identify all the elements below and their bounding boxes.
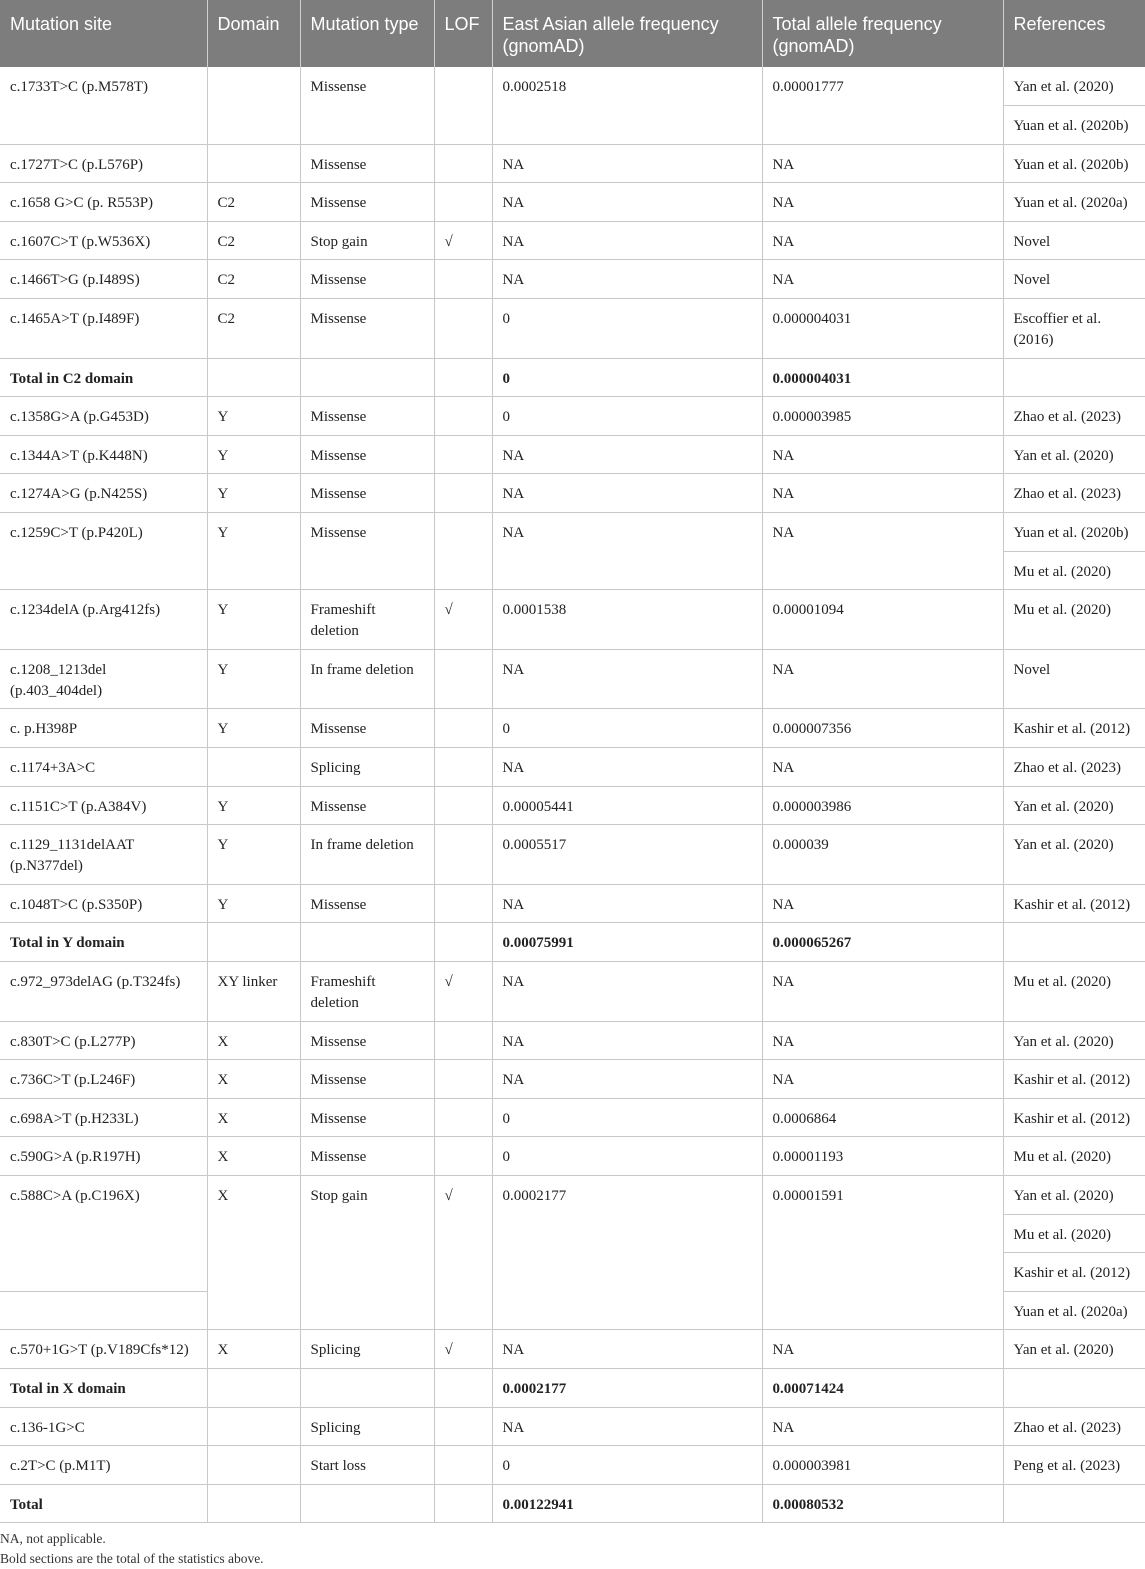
cell-domain: Y	[207, 513, 300, 590]
table-row	[0, 474, 1145, 513]
cell-east-asian-af: NA	[492, 221, 762, 260]
cell-reference	[1003, 923, 1145, 962]
cell-east-asian-af: 0.00005441	[492, 786, 762, 825]
cell-lof	[434, 144, 492, 183]
cell-lof	[434, 1021, 492, 1060]
cell-lof	[434, 1407, 492, 1446]
cell-mutation-type: Missense	[300, 709, 434, 748]
cell-reference: Yuan et al. (2020b)	[1003, 144, 1145, 183]
cell-mutation-site: c.1129_1131delAAT (p.N377del)	[0, 825, 207, 885]
cell-domain: C2	[207, 221, 300, 260]
table-row	[0, 590, 1145, 650]
cell-east-asian-af: NA	[492, 513, 762, 590]
cell-mutation-type: Missense	[300, 1098, 434, 1137]
cell-mutation-site: c.1151C>T (p.A384V)	[0, 786, 207, 825]
cell-east-asian-af: 0	[492, 1098, 762, 1137]
footnote-bold: Bold sections are the total of the statistics above.	[0, 1551, 264, 1567]
cell-reference: Novel	[1003, 221, 1145, 260]
footnotes	[0, 1523, 1145, 1569]
cell-mutation-site: c.1466T>G (p.I489S)	[0, 260, 207, 299]
cell-lof	[434, 299, 492, 359]
cell-domain: Y	[207, 884, 300, 923]
cell-mutation-site: Total in C2 domain	[0, 358, 207, 397]
cell-reference: Zhao et al. (2023)	[1003, 397, 1145, 436]
cell-total-af: 0.000007356	[762, 709, 1003, 748]
cell-domain: C2	[207, 299, 300, 359]
cell-total-af: 0.000003985	[762, 397, 1003, 436]
cell-mutation-type: Missense	[300, 474, 434, 513]
cell-mutation-site: c.830T>C (p.L277P)	[0, 1021, 207, 1060]
cell-total-af: NA	[762, 961, 1003, 1021]
cell-total-af: NA	[762, 1060, 1003, 1099]
cell-mutation-site: c.570+1G>T (p.V189Cfs*12)	[0, 1330, 207, 1369]
cell-east-asian-af: 0.0002518	[492, 67, 762, 144]
cell-reference: Yan et al. (2020)	[1003, 1021, 1145, 1060]
cell-lof	[434, 825, 492, 885]
cell-domain: Y	[207, 474, 300, 513]
cell-lof	[434, 786, 492, 825]
cell-mutation-type	[300, 1484, 434, 1523]
total-row	[0, 358, 1145, 397]
cell-reference: Yuan et al. (2020b)	[1003, 106, 1145, 145]
cell-mutation-site: c.1607C>T (p.W536X)	[0, 221, 207, 260]
table-row	[0, 144, 1145, 183]
cell-mutation-type: Missense	[300, 884, 434, 923]
cell-mutation-type: Splicing	[300, 1330, 434, 1369]
cell-lof: √	[434, 590, 492, 650]
cell-reference: Kashir et al. (2012)	[1003, 1060, 1145, 1099]
cell-mutation-site: c.698A>T (p.H233L)	[0, 1098, 207, 1137]
cell-reference: Yuan et al. (2020a)	[1003, 183, 1145, 222]
cell-domain: X	[207, 1021, 300, 1060]
cell-mutation-type: Splicing	[300, 1407, 434, 1446]
cell-mutation-site: c.972_973delAG (p.T324fs)	[0, 961, 207, 1021]
cell-mutation-type: Missense	[300, 260, 434, 299]
table-row	[0, 1021, 1145, 1060]
cell-mutation-type: Missense	[300, 397, 434, 436]
cell-domain: Y	[207, 825, 300, 885]
cell-domain: Y	[207, 435, 300, 474]
table-row	[0, 884, 1145, 923]
cell-mutation-type: Stop gain	[300, 1175, 434, 1329]
cell-reference: Yan et al. (2020)	[1003, 67, 1145, 106]
cell-domain	[207, 1407, 300, 1446]
cell-reference: Zhao et al. (2023)	[1003, 1407, 1145, 1446]
cell-east-asian-af: NA	[492, 260, 762, 299]
cell-lof	[434, 397, 492, 436]
cell-east-asian-af: NA	[492, 884, 762, 923]
cell-mutation-site: c.136-1G>C	[0, 1407, 207, 1446]
cell-east-asian-af: 0	[492, 709, 762, 748]
cell-mutation-type: Splicing	[300, 748, 434, 787]
cell-total-af: NA	[762, 1330, 1003, 1369]
total-row	[0, 923, 1145, 962]
cell-east-asian-af: NA	[492, 748, 762, 787]
cell-reference: Yan et al. (2020)	[1003, 435, 1145, 474]
cell-reference: Mu et al. (2020)	[1003, 961, 1145, 1021]
cell-mutation-type: Frameshift deletion	[300, 590, 434, 650]
cell-mutation-site: c.1658 G>C (p. R553P)	[0, 183, 207, 222]
footnote-na: NA, not applicable.	[0, 1531, 106, 1547]
cell-east-asian-af: NA	[492, 144, 762, 183]
cell-mutation-type: Stop gain	[300, 221, 434, 260]
cell-lof	[434, 67, 492, 144]
header-mutation-type: Mutation type	[300, 0, 434, 67]
cell-reference: Mu et al. (2020)	[1003, 1137, 1145, 1176]
cell-total-af: 0.0006864	[762, 1098, 1003, 1137]
table-row	[0, 649, 1145, 709]
table-row	[0, 183, 1145, 222]
cell-east-asian-af: NA	[492, 1060, 762, 1099]
cell-reference: Zhao et al. (2023)	[1003, 474, 1145, 513]
total-row	[0, 1368, 1145, 1407]
cell-mutation-type: Missense	[300, 513, 434, 590]
cell-mutation-site: c.1274A>G (p.N425S)	[0, 474, 207, 513]
cell-domain: Y	[207, 397, 300, 436]
cell-mutation-site: c.1048T>C (p.S350P)	[0, 884, 207, 923]
cell-total-af: NA	[762, 183, 1003, 222]
cell-east-asian-af: NA	[492, 183, 762, 222]
cell-domain: Y	[207, 709, 300, 748]
cell-total-af: 0.00080532	[762, 1484, 1003, 1523]
cell-mutation-type: Start loss	[300, 1446, 434, 1485]
cell-mutation-type: Missense	[300, 67, 434, 144]
cell-mutation-type: In frame deletion	[300, 649, 434, 709]
cell-east-asian-af: 0.0002177	[492, 1175, 762, 1329]
cell-total-af: NA	[762, 748, 1003, 787]
cell-domain	[207, 923, 300, 962]
table-row	[0, 709, 1145, 748]
table-row	[0, 299, 1145, 359]
cell-total-af: NA	[762, 1407, 1003, 1446]
cell-lof: √	[434, 961, 492, 1021]
cell-domain: X	[207, 1330, 300, 1369]
cell-east-asian-af: 0	[492, 1137, 762, 1176]
cell-east-asian-af: 0	[492, 397, 762, 436]
cell-mutation-type: Missense	[300, 1137, 434, 1176]
cell-domain	[207, 358, 300, 397]
cell-reference: Yan et al. (2020)	[1003, 825, 1145, 885]
cell-domain: Y	[207, 649, 300, 709]
cell-lof	[434, 1098, 492, 1137]
cell-domain: X	[207, 1060, 300, 1099]
cell-east-asian-af: NA	[492, 1021, 762, 1060]
cell-total-af: NA	[762, 884, 1003, 923]
header-references: References	[1003, 0, 1145, 67]
cell-lof	[434, 474, 492, 513]
cell-mutation-type	[300, 358, 434, 397]
cell-total-af: NA	[762, 513, 1003, 590]
table-row	[0, 825, 1145, 885]
cell-reference: Mu et al. (2020)	[1003, 551, 1145, 590]
cell-lof	[434, 183, 492, 222]
cell-reference: Kashir et al. (2012)	[1003, 884, 1145, 923]
table-row	[0, 1446, 1145, 1485]
cell-lof	[434, 1484, 492, 1523]
table-row	[0, 260, 1145, 299]
cell-lof	[434, 1446, 492, 1485]
cell-mutation-type: Missense	[300, 1021, 434, 1060]
cell-domain: Y	[207, 590, 300, 650]
cell-mutation-site: c. p.H398P	[0, 709, 207, 748]
cell-reference: Novel	[1003, 260, 1145, 299]
cell-lof	[434, 358, 492, 397]
table-row	[0, 1137, 1145, 1176]
cell-total-af: NA	[762, 474, 1003, 513]
cell-east-asian-af: 0.0001538	[492, 590, 762, 650]
cell-reference	[1003, 358, 1145, 397]
cell-east-asian-af: 0	[492, 299, 762, 359]
header-lof: LOF	[434, 0, 492, 67]
cell-reference: Escoffier et al. (2016)	[1003, 299, 1145, 359]
table-row	[0, 786, 1145, 825]
cell-mutation-site	[0, 1291, 207, 1330]
cell-mutation-site: c.590G>A (p.R197H)	[0, 1137, 207, 1176]
cell-total-af: NA	[762, 649, 1003, 709]
cell-mutation-site: c.736C>T (p.L246F)	[0, 1060, 207, 1099]
cell-reference: Yuan et al. (2020a)	[1003, 1291, 1145, 1330]
cell-reference	[1003, 1368, 1145, 1407]
cell-mutation-type: Frameshift deletion	[300, 961, 434, 1021]
table-row	[0, 748, 1145, 787]
cell-total-af: NA	[762, 1021, 1003, 1060]
cell-domain: C2	[207, 183, 300, 222]
cell-mutation-type: In frame deletion	[300, 825, 434, 885]
cell-total-af: NA	[762, 221, 1003, 260]
cell-east-asian-af: 0.00075991	[492, 923, 762, 962]
table-row	[0, 1407, 1145, 1446]
cell-lof	[434, 435, 492, 474]
table-row	[0, 1175, 1145, 1214]
table-row	[0, 1330, 1145, 1369]
cell-total-af: 0.00001777	[762, 67, 1003, 144]
table-row	[0, 513, 1145, 552]
cell-mutation-type: Missense	[300, 183, 434, 222]
cell-reference: Yan et al. (2020)	[1003, 1330, 1145, 1369]
cell-reference: Yuan et al. (2020b)	[1003, 513, 1145, 552]
cell-lof: √	[434, 221, 492, 260]
cell-total-af: 0.000003981	[762, 1446, 1003, 1485]
cell-reference: Kashir et al. (2012)	[1003, 1098, 1145, 1137]
cell-lof	[434, 923, 492, 962]
cell-domain: XY linker	[207, 961, 300, 1021]
cell-total-af: NA	[762, 435, 1003, 474]
cell-mutation-site: Total	[0, 1484, 207, 1523]
cell-domain	[207, 748, 300, 787]
cell-reference: Kashir et al. (2012)	[1003, 709, 1145, 748]
cell-reference	[1003, 1484, 1145, 1523]
cell-total-af: 0.00001193	[762, 1137, 1003, 1176]
cell-total-af: 0.00001591	[762, 1175, 1003, 1329]
cell-lof: √	[434, 1175, 492, 1329]
cell-mutation-site: c.1174+3A>C	[0, 748, 207, 787]
cell-total-af: NA	[762, 260, 1003, 299]
cell-total-af: 0.00001094	[762, 590, 1003, 650]
cell-reference: Peng et al. (2023)	[1003, 1446, 1145, 1485]
cell-east-asian-af: NA	[492, 474, 762, 513]
cell-lof	[434, 260, 492, 299]
cell-domain	[207, 1484, 300, 1523]
cell-east-asian-af: NA	[492, 1407, 762, 1446]
cell-lof	[434, 884, 492, 923]
cell-east-asian-af: NA	[492, 649, 762, 709]
cell-domain: X	[207, 1098, 300, 1137]
cell-total-af: 0.000004031	[762, 358, 1003, 397]
cell-lof	[434, 1137, 492, 1176]
cell-total-af: NA	[762, 144, 1003, 183]
table-row	[0, 1098, 1145, 1137]
cell-mutation-type	[300, 923, 434, 962]
cell-reference: Mu et al. (2020)	[1003, 590, 1145, 650]
cell-reference: Kashir et al. (2012)	[1003, 1253, 1145, 1292]
cell-east-asian-af: 0	[492, 358, 762, 397]
cell-domain: X	[207, 1175, 300, 1329]
cell-total-af: 0.000065267	[762, 923, 1003, 962]
cell-mutation-type: Missense	[300, 1060, 434, 1099]
cell-lof	[434, 748, 492, 787]
cell-lof	[434, 1060, 492, 1099]
cell-mutation-site: c.1733T>C (p.M578T)	[0, 67, 207, 144]
cell-mutation-site: c.1208_1213del (p.403_404del)	[0, 649, 207, 709]
cell-domain: C2	[207, 260, 300, 299]
cell-domain	[207, 144, 300, 183]
cell-mutation-site: c.1344A>T (p.K448N)	[0, 435, 207, 474]
cell-east-asian-af: 0.0002177	[492, 1368, 762, 1407]
cell-total-af: 0.000004031	[762, 299, 1003, 359]
cell-lof	[434, 1368, 492, 1407]
cell-lof	[434, 709, 492, 748]
cell-lof: √	[434, 1330, 492, 1369]
cell-mutation-type: Missense	[300, 144, 434, 183]
cell-east-asian-af: NA	[492, 435, 762, 474]
table-row	[0, 221, 1145, 260]
cell-mutation-site: c.1727T>C (p.L576P)	[0, 144, 207, 183]
cell-domain: Y	[207, 786, 300, 825]
cell-east-asian-af: 0	[492, 1446, 762, 1485]
header-domain: Domain	[207, 0, 300, 67]
cell-east-asian-af: 0.00122941	[492, 1484, 762, 1523]
cell-total-af: 0.000003986	[762, 786, 1003, 825]
cell-mutation-site: Total in X domain	[0, 1368, 207, 1407]
table-row	[0, 1060, 1145, 1099]
grand-total-row	[0, 1484, 1145, 1523]
table-row	[0, 961, 1145, 1021]
cell-domain: X	[207, 1137, 300, 1176]
cell-reference: Yan et al. (2020)	[1003, 786, 1145, 825]
cell-mutation-site: c.1234delA (p.Arg412fs)	[0, 590, 207, 650]
table-row	[0, 435, 1145, 474]
cell-domain	[207, 67, 300, 144]
cell-mutation-site: c.2T>C (p.M1T)	[0, 1446, 207, 1485]
cell-mutation-type: Missense	[300, 299, 434, 359]
table-row	[0, 397, 1145, 436]
header-mutation-site: Mutation site	[0, 0, 207, 67]
cell-reference: Novel	[1003, 649, 1145, 709]
cell-east-asian-af: 0.0005517	[492, 825, 762, 885]
header-row	[0, 0, 1145, 67]
cell-total-af: 0.00071424	[762, 1368, 1003, 1407]
cell-mutation-site: c.588C>A (p.C196X)	[0, 1175, 207, 1291]
cell-mutation-type: Missense	[300, 786, 434, 825]
cell-mutation-site: c.1259C>T (p.P420L)	[0, 513, 207, 590]
cell-mutation-type: Missense	[300, 435, 434, 474]
cell-domain	[207, 1368, 300, 1407]
cell-east-asian-af: NA	[492, 961, 762, 1021]
cell-mutation-site: c.1465A>T (p.I489F)	[0, 299, 207, 359]
cell-lof	[434, 513, 492, 590]
cell-domain	[207, 1446, 300, 1485]
cell-reference: Zhao et al. (2023)	[1003, 748, 1145, 787]
cell-mutation-type	[300, 1368, 434, 1407]
table-row	[0, 67, 1145, 106]
cell-mutation-site: c.1358G>A (p.G453D)	[0, 397, 207, 436]
header-east-asian-af: East Asian allele frequency (gnomAD)	[492, 0, 762, 67]
cell-total-af: 0.000039	[762, 825, 1003, 885]
cell-lof	[434, 649, 492, 709]
cell-mutation-site: Total in Y domain	[0, 923, 207, 962]
cell-east-asian-af: NA	[492, 1330, 762, 1369]
cell-reference: Mu et al. (2020)	[1003, 1214, 1145, 1253]
header-total-af: Total allele frequency (gnomAD)	[762, 0, 1003, 67]
cell-reference: Yan et al. (2020)	[1003, 1175, 1145, 1214]
